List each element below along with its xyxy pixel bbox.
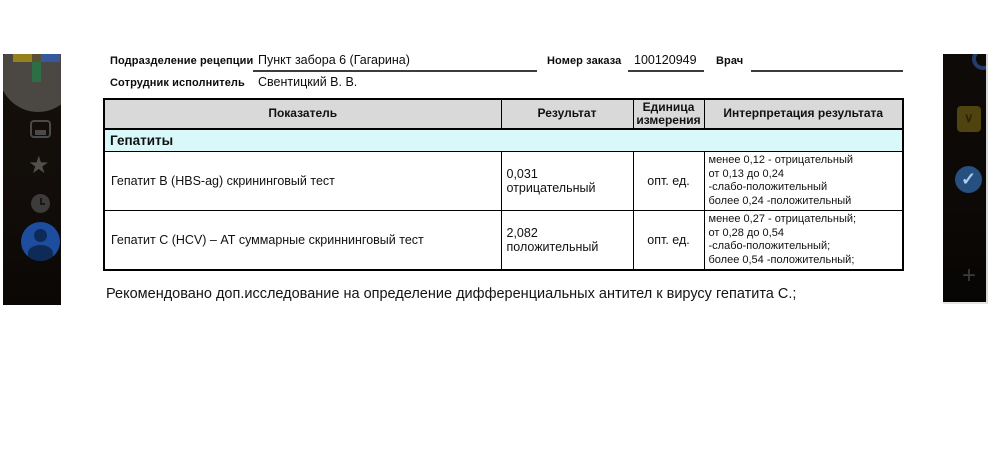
- background-app-right-edge: [943, 54, 988, 304]
- interpretation-line: более 0,24 -положительный: [708, 194, 852, 207]
- interpretation-line: более 0,54 -положительный;: [708, 253, 855, 266]
- interpretation-line: менее 0,12 - отрицательный: [708, 154, 854, 167]
- order-number-underline: [628, 70, 704, 72]
- section-title: Гепатиты: [104, 129, 903, 152]
- interpretation-line: -слабо-положительный;: [708, 240, 831, 253]
- result-cell: 0,031 отрицательный: [501, 152, 633, 211]
- executor-employee-label: Сотрудник исполнитель: [110, 77, 245, 89]
- col-header-indicator: Показатель: [104, 99, 501, 129]
- plus-icon-yellow-arm: [13, 54, 32, 62]
- section-row-hepatitis: [104, 129, 903, 152]
- interpretation-line: менее 0,27 - отрицательный;: [708, 213, 857, 226]
- plus-icon-blue-arm: [41, 54, 60, 62]
- star-icon[interactable]: ★: [28, 152, 50, 179]
- reception-department-label: Подразделение рецепции: [110, 55, 254, 67]
- doctor-underline: [751, 70, 903, 72]
- order-number-label: Номер заказа: [547, 55, 622, 67]
- contact-avatar-icon[interactable]: [21, 222, 60, 261]
- indicator-cell: Гепатит C (HCV) – АТ суммарные скриннинговый тест: [104, 211, 501, 271]
- chat-icon[interactable]: [30, 120, 51, 138]
- blue-ring-icon: [972, 54, 988, 70]
- results-table-container: [103, 98, 903, 271]
- unit-cell: опт. ед.: [633, 211, 704, 271]
- unit-cell: опт. ед.: [633, 152, 704, 211]
- reception-department-value: Пункт забора 6 (Гагарина): [258, 53, 410, 67]
- col-header-interpretation: Интерпретация результата: [704, 99, 903, 129]
- indicator-cell: Гепатит B (HBS-ag) скрининговый тест: [104, 152, 501, 211]
- interpretation-cell: [704, 211, 903, 271]
- interpretation-line: -слабо-положительный: [708, 181, 828, 194]
- table-row: [104, 211, 903, 271]
- background-app-left-edge: [3, 54, 61, 305]
- table-row: [104, 152, 903, 211]
- table-header-row: [104, 99, 903, 129]
- result-cell: 2,082 положительный: [501, 211, 633, 271]
- interpretation-line: от 0,13 до 0,24: [708, 167, 784, 180]
- check-circle-icon[interactable]: ✓: [955, 166, 982, 193]
- recommendation-note: Рекомендовано доп.исследование на определение дифференциальных антител к вирусу гепатита С.;: [106, 286, 797, 302]
- plus-icon-green-arm: [32, 62, 41, 82]
- plus-icon-core: [32, 54, 41, 62]
- col-header-unit: Единица измерения: [633, 99, 704, 129]
- add-contact-fab[interactable]: [3, 54, 61, 112]
- order-number-value: 100120949: [634, 53, 697, 67]
- interpretation-line: от 0,28 до 0,54: [708, 226, 784, 239]
- plus-icon-faint: +: [962, 262, 977, 289]
- executor-employee-value: Свентицкий В. В.: [258, 75, 358, 89]
- results-table: [103, 98, 904, 271]
- folder-icon[interactable]: [957, 106, 981, 132]
- col-header-result: Результат: [501, 99, 633, 129]
- doctor-label: Врач: [716, 55, 744, 67]
- clock-icon[interactable]: [31, 194, 50, 213]
- interpretation-cell: [704, 152, 903, 211]
- reception-underline: [253, 70, 537, 72]
